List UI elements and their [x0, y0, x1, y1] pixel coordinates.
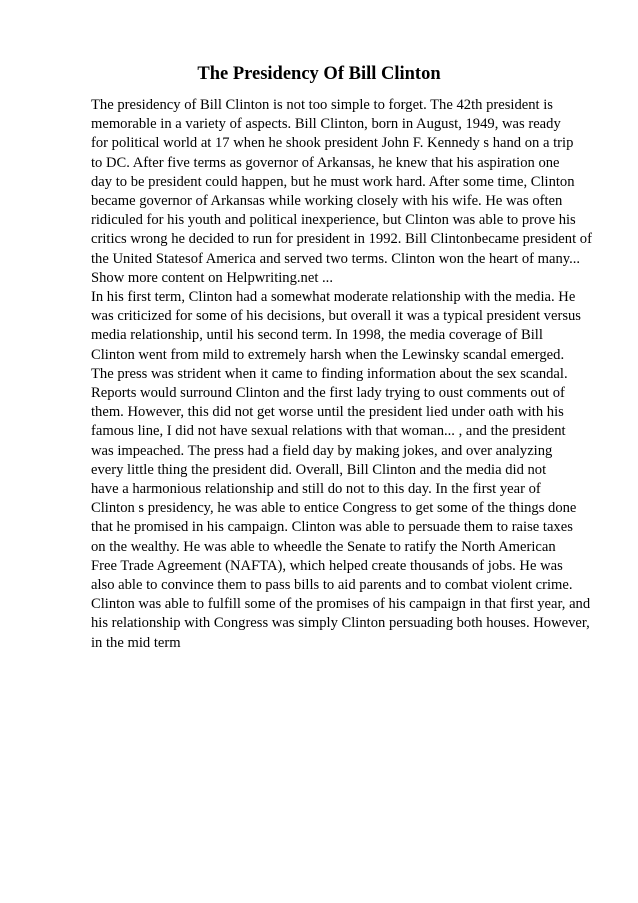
body-text-line: Clinton was able to fulfill some of the promises of his campaign in that first year, and: [91, 596, 591, 613]
body-text-line: them. However, this did not get worse until the president lied under oath with his: [91, 404, 564, 421]
body-text-line: for political world at 17 when he shook president John F. Kennedy s hand on a trip: [91, 135, 574, 152]
document-title: The Presidency Of Bill Clinton: [197, 64, 441, 84]
body-text-line: the United Statesof America and served two terms. Clinton won the heart of many...: [91, 250, 581, 267]
body-text-line: became governor of Arkansas while working closely with his wife. He was often: [91, 193, 563, 210]
body-text-line: memorable in a variety of aspects. Bill Clinton, born in August, 1949, was ready: [91, 116, 561, 133]
body-text-line: Clinton went from mild to extremely harsh when the Lewinsky scandal emerged.: [91, 346, 565, 363]
body-text-line: In his first term, Clinton had a somewhat moderate relationship with the media. He: [91, 289, 576, 306]
body-text-line: also able to convince them to pass bills to aid parents and to combat violent crime.: [91, 577, 573, 594]
body-text-line: in the mid term: [91, 634, 181, 651]
body-text-line: media relationship, until his second term. In 1998, the media coverage of Bill: [91, 327, 543, 344]
body-text-line: his relationship with Congress was simply Clinton persuading both houses. However,: [91, 615, 590, 632]
body-text-line: every little thing the president did. Overall, Bill Clinton and the media did not: [91, 461, 547, 478]
body-text-line: Show more content on Helpwriting.net ...: [91, 269, 333, 286]
document-body: [91, 96, 631, 653]
body-text-line: that he promised in his campaign. Clinton was able to persuade them to raise taxes: [91, 519, 573, 536]
body-text-line: to DC. After five terms as governor of Arkansas, he knew that his aspiration one: [91, 154, 560, 171]
body-text-line: was criticized for some of his decisions, but overall it was a typical president versus: [91, 308, 581, 325]
body-text-line: The presidency of Bill Clinton is not too simple to forget. The 42th president is: [91, 97, 553, 113]
body-text-line: critics wrong he decided to run for president in 1992. Bill Clintonbecame president of: [91, 231, 592, 248]
body-text-line: The press was strident when it came to finding information about the sex scandal.: [91, 365, 568, 382]
body-text-line: Reports would surround Clinton and the first lady trying to oust comments out of: [91, 385, 565, 402]
body-text-line: Clinton s presidency, he was able to entice Congress to get some of the things done: [91, 500, 577, 517]
body-text-line: on the wealthy. He was able to wheedle the Senate to ratify the North American: [91, 538, 556, 555]
body-text-line: Free Trade Agreement (NAFTA), which helped create thousands of jobs. He was: [91, 557, 563, 574]
body-text-line: ridiculed for his youth and political inexperience, but Clinton was able to prove his: [91, 212, 576, 229]
body-text-line: day to be president could happen, but he must work hard. After some time, Clinton: [91, 173, 575, 190]
body-text-line: famous line, I did not have sexual relations with that woman... , and the president: [91, 423, 566, 440]
body-text-line: have a harmonious relationship and still do not to this day. In the first year of: [91, 481, 541, 498]
body-text-line: was impeached. The press had a field day by making jokes, and over analyzing: [91, 442, 553, 459]
